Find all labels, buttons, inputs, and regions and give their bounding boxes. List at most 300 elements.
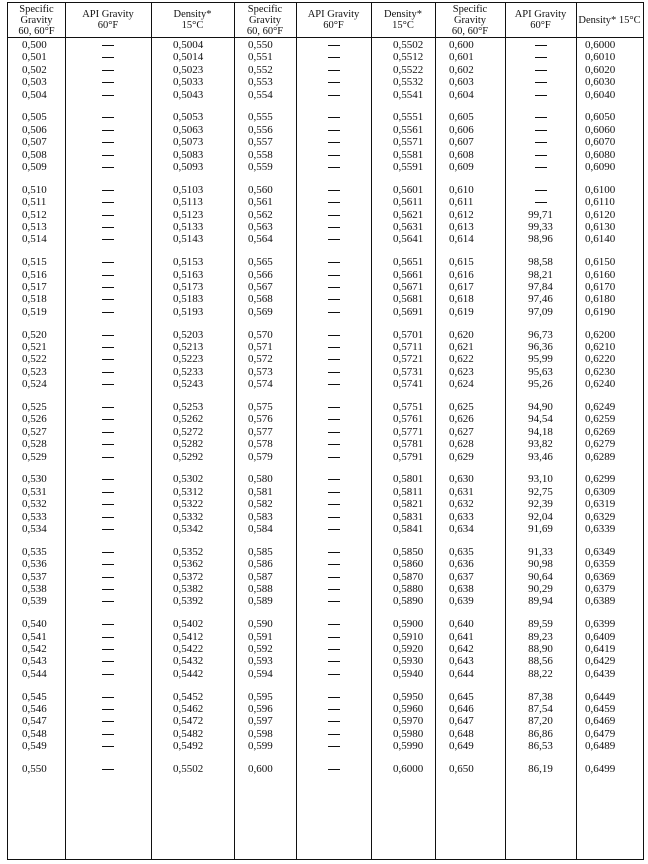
cell-density: 0,5033 — [173, 76, 204, 89]
cell-specific-gravity: 0,602 — [449, 63, 474, 76]
cell-density: 0,5452 — [173, 690, 204, 703]
cell-api-gravity-dash — [505, 51, 576, 64]
cell-api-gravity-dash — [296, 269, 371, 282]
header-line: Specific — [247, 3, 283, 15]
cell-specific-gravity: 0,589 — [248, 595, 273, 608]
cell-api-gravity: 98,58 — [528, 256, 553, 269]
cell-density: 0,5153 — [173, 256, 204, 269]
dash-mark — [102, 45, 114, 46]
cell-density: 0,5571 — [393, 136, 424, 149]
cell-density: 0,5492 — [173, 740, 204, 753]
cell-density: 0,6150 — [585, 256, 616, 269]
cell-specific-gravity: 0,517 — [22, 281, 47, 293]
cell-api-gravity-dash — [65, 196, 151, 209]
cell-specific-gravity: 0,574 — [248, 378, 273, 391]
cell-density: 0,5561 — [393, 123, 424, 136]
cell-specific-gravity: 0,513 — [22, 221, 47, 233]
dash-mark — [102, 479, 114, 480]
cell-density: 0,6120 — [585, 208, 616, 221]
cell-specific-gravity: 0,537 — [22, 570, 47, 583]
cell-api-gravity-dash — [505, 149, 576, 162]
cell-api-gravity-dash — [296, 76, 371, 89]
cell-specific-gravity: 0,594 — [248, 667, 273, 680]
cell-density: 0,5541 — [393, 88, 424, 101]
cell-specific-gravity: 0,504 — [22, 88, 47, 101]
cell-specific-gravity: 0,630 — [449, 473, 474, 486]
header-api-gravity — [65, 3, 151, 37]
cell-api-gravity: 90,29 — [528, 583, 553, 595]
cell-api-gravity-dash — [296, 136, 371, 149]
dash-mark — [102, 130, 114, 131]
cell-api-gravity: 86,86 — [528, 727, 553, 740]
cell-density: 0,5382 — [173, 583, 204, 595]
dash-mark — [328, 227, 340, 228]
cell-api-gravity-dash — [296, 64, 371, 77]
cell-density: 0,6000 — [585, 39, 616, 51]
cell-density: 0,5163 — [173, 268, 204, 281]
cell-density: 0,5651 — [393, 256, 424, 269]
cell-api-gravity-dash — [296, 413, 371, 426]
cell-specific-gravity: 0,540 — [22, 618, 47, 631]
cell-density: 0,5253 — [173, 401, 204, 413]
cell-density: 0,6339 — [585, 523, 616, 535]
cell-api-gravity-dash — [65, 51, 151, 64]
cell-density: 0,6020 — [585, 63, 616, 76]
cell-specific-gravity: 0,565 — [248, 256, 273, 269]
cell-density: 0,5621 — [393, 208, 424, 221]
dash-mark — [102, 589, 114, 590]
cell-specific-gravity: 0,536 — [22, 558, 47, 571]
cell-specific-gravity: 0,500 — [22, 39, 47, 51]
cell-api-gravity-dash — [65, 161, 151, 174]
cell-api-gravity-dash — [65, 329, 151, 342]
cell-density: 0,5342 — [173, 523, 204, 535]
dash-mark — [328, 312, 340, 313]
cell-density: 0,5801 — [393, 473, 424, 486]
cell-api-gravity-dash — [65, 728, 151, 741]
header-line: 60, 60°F — [18, 25, 55, 37]
header-line: 60, 60°F — [451, 25, 489, 37]
dash-mark — [102, 419, 114, 420]
cell-api-gravity-dash — [296, 691, 371, 704]
cell-specific-gravity: 0,511 — [22, 196, 47, 209]
header-line: Gravity — [248, 14, 282, 26]
cell-density: 0,5781 — [393, 438, 424, 451]
cell-density: 0,5173 — [173, 281, 204, 293]
cell-specific-gravity: 0,583 — [248, 510, 273, 523]
cell-api-gravity-dash — [65, 353, 151, 366]
cell-specific-gravity: 0,570 — [248, 328, 273, 341]
cell-specific-gravity: 0,637 — [449, 570, 474, 583]
cell-specific-gravity: 0,607 — [449, 136, 474, 149]
cell-density: 0,6369 — [585, 570, 616, 583]
cell-density: 0,6060 — [585, 123, 616, 136]
cell-specific-gravity: 0,601 — [449, 51, 474, 64]
dash-mark — [328, 479, 340, 480]
cell-api-gravity-dash — [296, 473, 371, 486]
dash-mark — [328, 239, 340, 240]
dash-mark — [102, 649, 114, 650]
dash-mark — [102, 299, 114, 300]
dash-mark — [535, 167, 547, 168]
cell-specific-gravity: 0,587 — [248, 570, 273, 583]
cell-api-gravity: 87,20 — [528, 715, 553, 728]
cell-api-gravity-dash — [505, 136, 576, 149]
cell-api-gravity: 89,94 — [528, 595, 553, 608]
cell-specific-gravity: 0,588 — [248, 583, 273, 595]
cell-specific-gravity: 0,617 — [449, 281, 474, 293]
cell-api-gravity-dash — [65, 426, 151, 439]
cell-specific-gravity: 0,559 — [248, 161, 273, 173]
header-api-gravity — [296, 3, 371, 37]
cell-density: 0,5761 — [393, 413, 424, 426]
cell-density: 0,6429 — [585, 655, 616, 668]
dash-mark — [102, 227, 114, 228]
cell-density: 0,6200 — [585, 328, 616, 341]
cell-density: 0,5502 — [173, 763, 204, 775]
cell-api-gravity-dash — [65, 136, 151, 149]
cell-specific-gravity: 0,592 — [248, 643, 273, 655]
cell-specific-gravity: 0,512 — [22, 208, 47, 221]
cell-api-gravity-dash — [65, 691, 151, 704]
dash-mark — [328, 70, 340, 71]
cell-density: 0,6499 — [585, 763, 616, 775]
cell-specific-gravity: 0,642 — [449, 643, 474, 655]
cell-specific-gravity: 0,554 — [248, 88, 273, 101]
cell-density: 0,6170 — [585, 281, 616, 293]
header-line: Density* 15°C — [578, 14, 641, 26]
cell-density: 0,5502 — [393, 39, 424, 51]
cell-api-gravity-dash — [65, 209, 151, 222]
dash-mark — [328, 202, 340, 203]
cell-api-gravity: 94,90 — [528, 401, 553, 413]
cell-density: 0,5193 — [173, 305, 204, 318]
header-line: 60°F — [530, 20, 551, 31]
cell-density: 0,5133 — [173, 221, 204, 233]
cell-density: 0,5053 — [173, 111, 204, 124]
cell-density: 0,5392 — [173, 595, 204, 608]
dash-mark — [328, 601, 340, 602]
cell-specific-gravity: 0,584 — [248, 523, 273, 535]
cell-density: 0,5811 — [393, 485, 423, 498]
cell-density: 0,5372 — [173, 570, 204, 583]
cell-density: 0,6230 — [585, 365, 616, 378]
cell-density: 0,6269 — [585, 425, 616, 438]
cell-api-gravity: 94,54 — [528, 413, 553, 426]
cell-specific-gravity: 0,566 — [248, 268, 273, 281]
cell-api-gravity-dash — [65, 89, 151, 102]
dash-mark — [102, 287, 114, 288]
cell-api-gravity-dash — [296, 728, 371, 741]
cell-specific-gravity: 0,558 — [248, 148, 273, 161]
cell-density: 0,6349 — [585, 545, 616, 558]
cell-api-gravity-dash — [65, 378, 151, 391]
cell-specific-gravity: 0,561 — [248, 196, 273, 209]
cell-density: 0,5701 — [393, 328, 424, 341]
cell-api-gravity: 90,64 — [528, 570, 553, 583]
cell-api-gravity-dash — [65, 655, 151, 668]
cell-specific-gravity: 0,647 — [449, 715, 474, 728]
cell-specific-gravity: 0,542 — [22, 643, 47, 655]
cell-api-gravity-dash — [65, 546, 151, 559]
cell-specific-gravity: 0,582 — [248, 498, 273, 511]
cell-api-gravity-dash — [65, 498, 151, 511]
column-divider — [151, 3, 152, 859]
dash-mark — [102, 407, 114, 408]
cell-density: 0,5093 — [173, 161, 204, 173]
cell-density: 0,5930 — [393, 655, 424, 668]
dash-mark — [102, 746, 114, 747]
dash-mark — [328, 359, 340, 360]
cell-api-gravity: 99,71 — [528, 208, 553, 221]
cell-density: 0,5422 — [173, 643, 204, 655]
cell-specific-gravity: 0,613 — [449, 221, 474, 233]
cell-specific-gravity: 0,628 — [449, 438, 474, 451]
cell-api-gravity: 86,19 — [528, 763, 553, 775]
cell-density: 0,6399 — [585, 618, 616, 631]
dash-mark — [102, 372, 114, 373]
dash-mark — [102, 384, 114, 385]
cell-specific-gravity: 0,549 — [22, 740, 47, 753]
dash-mark — [328, 674, 340, 675]
cell-specific-gravity: 0,575 — [248, 401, 273, 413]
cell-specific-gravity: 0,595 — [248, 690, 273, 703]
cell-api-gravity: 94,18 — [528, 425, 553, 438]
dash-mark — [328, 564, 340, 565]
cell-api-gravity-dash — [65, 618, 151, 631]
header-line: API Gravity — [514, 9, 567, 20]
cell-specific-gravity: 0,614 — [449, 233, 474, 246]
header-divider — [8, 37, 643, 38]
cell-specific-gravity: 0,527 — [22, 425, 47, 438]
dash-mark — [535, 70, 547, 71]
column-divider — [435, 3, 436, 859]
cell-api-gravity: 91,33 — [528, 545, 553, 558]
cell-density: 0,5073 — [173, 136, 204, 149]
cell-api-gravity-dash — [65, 558, 151, 571]
dash-mark — [328, 190, 340, 191]
cell-specific-gravity: 0,585 — [248, 545, 273, 558]
dash-mark — [328, 734, 340, 735]
cell-specific-gravity: 0,552 — [248, 63, 273, 76]
dash-mark — [535, 82, 547, 83]
cell-api-gravity-dash — [296, 511, 371, 524]
cell-specific-gravity: 0,634 — [449, 523, 474, 535]
cell-specific-gravity: 0,546 — [22, 703, 47, 715]
dash-mark — [328, 637, 340, 638]
cell-api-gravity-dash — [65, 401, 151, 414]
cell-density: 0,5601 — [393, 183, 424, 196]
cell-api-gravity-dash — [65, 149, 151, 162]
dash-mark — [328, 275, 340, 276]
cell-api-gravity: 87,54 — [528, 703, 553, 715]
cell-api-gravity-dash — [296, 293, 371, 306]
cell-specific-gravity: 0,515 — [22, 256, 47, 269]
cell-density: 0,5233 — [173, 365, 204, 378]
dash-mark — [328, 589, 340, 590]
cell-density: 0,6439 — [585, 667, 616, 680]
dash-mark — [102, 504, 114, 505]
cell-specific-gravity: 0,608 — [449, 148, 474, 161]
cell-specific-gravity: 0,520 — [22, 328, 47, 341]
cell-api-gravity-dash — [65, 256, 151, 269]
cell-api-gravity-dash — [296, 668, 371, 681]
dash-mark — [328, 299, 340, 300]
cell-api-gravity-dash — [296, 618, 371, 631]
cell-api-gravity-dash — [505, 39, 576, 52]
cell-density: 0,5023 — [173, 63, 204, 76]
dash-mark — [102, 444, 114, 445]
cell-density: 0,6359 — [585, 558, 616, 571]
cell-density: 0,5831 — [393, 510, 424, 523]
cell-specific-gravity: 0,545 — [22, 690, 47, 703]
header-specific-gravity — [8, 3, 65, 37]
cell-api-gravity-dash — [65, 571, 151, 584]
cell-specific-gravity: 0,636 — [449, 558, 474, 571]
cell-specific-gravity: 0,576 — [248, 413, 273, 426]
cell-density: 0,5990 — [393, 740, 424, 753]
cell-api-gravity-dash — [296, 740, 371, 753]
dash-mark — [102, 529, 114, 530]
cell-api-gravity-dash — [296, 161, 371, 174]
cell-specific-gravity: 0,612 — [449, 208, 474, 221]
cell-specific-gravity: 0,564 — [248, 233, 273, 246]
dash-mark — [102, 577, 114, 578]
cell-density: 0,5213 — [173, 341, 204, 353]
cell-api-gravity-dash — [65, 703, 151, 716]
cell-specific-gravity: 0,538 — [22, 583, 47, 595]
cell-api-gravity: 93,82 — [528, 438, 553, 451]
dash-mark — [102, 457, 114, 458]
cell-specific-gravity: 0,507 — [22, 136, 47, 149]
cell-api-gravity: 91,69 — [528, 523, 553, 535]
cell-density: 0,5014 — [173, 51, 204, 64]
cell-specific-gravity: 0,569 — [248, 305, 273, 318]
cell-density: 0,5631 — [393, 221, 424, 233]
dash-mark — [328, 82, 340, 83]
cell-api-gravity: 98,96 — [528, 233, 553, 246]
cell-specific-gravity: 0,645 — [449, 690, 474, 703]
cell-specific-gravity: 0,598 — [248, 727, 273, 740]
dash-mark — [328, 492, 340, 493]
cell-api-gravity-dash — [296, 715, 371, 728]
cell-api-gravity-dash — [65, 631, 151, 644]
cell-api-gravity-dash — [296, 438, 371, 451]
cell-api-gravity: 93,10 — [528, 473, 553, 486]
cell-specific-gravity: 0,643 — [449, 655, 474, 668]
dash-mark — [328, 287, 340, 288]
cell-density: 0,5472 — [173, 715, 204, 728]
header-line: 15°C — [181, 20, 204, 31]
cell-api-gravity-dash — [296, 583, 371, 596]
cell-api-gravity-dash — [296, 486, 371, 499]
cell-api-gravity-dash — [296, 209, 371, 222]
cell-density: 0,5611 — [393, 196, 423, 209]
cell-density: 0,5352 — [173, 545, 204, 558]
cell-api-gravity: 92,04 — [528, 510, 553, 523]
cell-api-gravity: 97,84 — [528, 281, 553, 293]
dash-mark — [102, 697, 114, 698]
cell-api-gravity-dash — [296, 703, 371, 716]
cell-density: 0,5821 — [393, 498, 424, 511]
cell-specific-gravity: 0,590 — [248, 618, 273, 631]
cell-api-gravity-dash — [296, 256, 371, 269]
cell-api-gravity: 95,99 — [528, 353, 553, 366]
cell-api-gravity-dash — [65, 715, 151, 728]
cell-density: 0,5362 — [173, 558, 204, 571]
cell-api-gravity: 96,73 — [528, 328, 553, 341]
cell-specific-gravity: 0,550 — [248, 39, 273, 51]
cell-api-gravity: 93,46 — [528, 450, 553, 463]
cell-specific-gravity: 0,503 — [22, 76, 47, 89]
dash-mark — [102, 117, 114, 118]
dash-mark — [102, 57, 114, 58]
dash-mark — [328, 517, 340, 518]
cell-density: 0,5043 — [173, 88, 204, 101]
cell-specific-gravity: 0,506 — [22, 123, 47, 136]
cell-specific-gravity: 0,553 — [248, 76, 273, 89]
dash-mark — [328, 347, 340, 348]
cell-specific-gravity: 0,639 — [449, 595, 474, 608]
cell-api-gravity-dash — [296, 595, 371, 608]
dash-mark — [328, 95, 340, 96]
cell-density: 0,5522 — [393, 63, 424, 76]
cell-api-gravity-dash — [65, 366, 151, 379]
dash-mark — [328, 552, 340, 553]
cell-api-gravity-dash — [505, 111, 576, 124]
cell-specific-gravity: 0,524 — [22, 378, 47, 391]
gravity-density-table — [7, 2, 644, 860]
cell-density: 0,6469 — [585, 715, 616, 728]
header-line: 60°F — [323, 20, 344, 31]
cell-density: 0,5970 — [393, 715, 424, 728]
cell-density: 0,5791 — [393, 450, 424, 463]
dash-mark — [328, 746, 340, 747]
cell-api-gravity-dash — [65, 643, 151, 656]
column-divider — [576, 3, 577, 859]
cell-specific-gravity: 0,600 — [248, 763, 273, 775]
cell-api-gravity-dash — [65, 583, 151, 596]
cell-density: 0,6479 — [585, 727, 616, 740]
dash-mark — [102, 432, 114, 433]
cell-specific-gravity: 0,502 — [22, 63, 47, 76]
cell-specific-gravity: 0,573 — [248, 365, 273, 378]
cell-api-gravity: 99,33 — [528, 221, 553, 233]
dash-mark — [328, 504, 340, 505]
cell-density: 0,6249 — [585, 401, 616, 413]
cell-density: 0,6319 — [585, 498, 616, 511]
dash-mark — [328, 130, 340, 131]
cell-api-gravity-dash — [65, 281, 151, 294]
cell-api-gravity: 92,39 — [528, 498, 553, 511]
cell-density: 0,5282 — [173, 438, 204, 451]
cell-api-gravity-dash — [505, 184, 576, 197]
cell-density: 0,5581 — [393, 148, 424, 161]
cell-specific-gravity: 0,611 — [449, 196, 474, 209]
cell-density: 0,6329 — [585, 510, 616, 523]
cell-density: 0,5721 — [393, 353, 424, 366]
header-line: 60°F — [97, 20, 119, 31]
cell-api-gravity-dash — [65, 124, 151, 137]
cell-density: 0,6299 — [585, 473, 616, 486]
cell-density: 0,6259 — [585, 413, 616, 426]
cell-density: 0,5900 — [393, 618, 424, 631]
dash-mark — [102, 215, 114, 216]
cell-density: 0,5641 — [393, 233, 424, 246]
cell-density: 0,6309 — [585, 485, 616, 498]
cell-specific-gravity: 0,641 — [449, 630, 474, 643]
cell-specific-gravity: 0,579 — [248, 450, 273, 463]
